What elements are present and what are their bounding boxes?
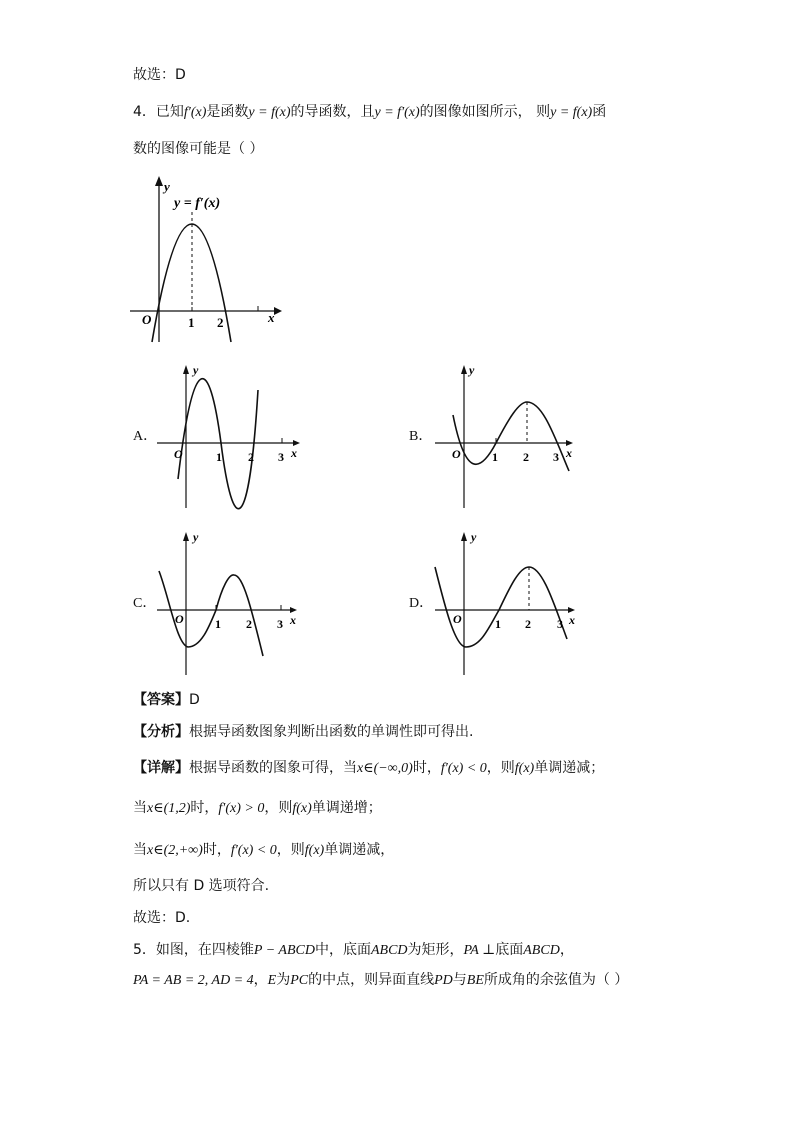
detail-l1d: ，则 bbox=[486, 760, 515, 776]
option-b-curve bbox=[453, 402, 569, 471]
detail-l1a: 根据导函数的图象可得，当 bbox=[189, 760, 357, 776]
option-a-y-label: y bbox=[193, 363, 199, 377]
q5-l1g: ABCD bbox=[523, 943, 560, 958]
option-d-label[interactable]: D． bbox=[409, 596, 434, 611]
option-c-origin: O bbox=[175, 612, 184, 626]
option-a-x-label: x bbox=[291, 446, 297, 460]
option-b-x-label: x bbox=[566, 446, 572, 460]
detail-l2a: 当 bbox=[133, 800, 147, 816]
option-a-curve bbox=[178, 379, 258, 509]
detail-l3c: f′(x) < 0 bbox=[230, 843, 277, 858]
q5-l1a: 5．如图，在四棱锥 bbox=[133, 942, 254, 958]
option-d-origin: O bbox=[453, 612, 462, 626]
question-number: 4． bbox=[133, 104, 156, 120]
option-b-tick-3: 3 bbox=[553, 450, 559, 464]
q5-l1d: 为矩形， bbox=[407, 942, 464, 958]
option-c-tick-3: 3 bbox=[277, 617, 283, 631]
detail-l3f: 单调递减， bbox=[324, 842, 395, 858]
question-5-line-2 bbox=[133, 970, 628, 991]
y-axis-arrow bbox=[155, 176, 163, 186]
q5-l1f: 底面 bbox=[495, 942, 524, 958]
q5-l2b: E bbox=[267, 973, 277, 988]
q5-l1b: 中，底面 bbox=[314, 942, 371, 958]
answer-value: D bbox=[189, 692, 200, 708]
q4-text-a: 已知 bbox=[155, 104, 184, 120]
option-d-x-label: x bbox=[569, 613, 575, 627]
option-a-tick-2: 2 bbox=[248, 450, 254, 464]
detail-l2e: f(x) bbox=[292, 801, 312, 816]
option-a-origin: O bbox=[174, 447, 183, 461]
q4-eq3: y = f(x) bbox=[550, 105, 593, 120]
option-b-tick-2: 2 bbox=[523, 450, 529, 464]
detail-tag: 【详解】 bbox=[133, 760, 189, 776]
detail-l1m: x∈(−∞,0) bbox=[357, 761, 413, 776]
option-a-tick-3: 3 bbox=[278, 450, 284, 464]
curve-label: y = f′(x) bbox=[174, 196, 221, 211]
question-4-line-1 bbox=[133, 102, 606, 123]
detail-l2f: 单调递增； bbox=[311, 800, 382, 816]
q5-l2g: 与 bbox=[452, 972, 467, 988]
detail-l2b: 时， bbox=[190, 800, 219, 816]
q5-l2d: PC bbox=[290, 973, 309, 988]
option-d-tick-2: 2 bbox=[525, 617, 531, 631]
detail-line-1 bbox=[133, 758, 604, 779]
option-a-label[interactable]: A． bbox=[133, 429, 158, 444]
option-c-graph[interactable] bbox=[155, 527, 305, 677]
option-a-tick-1: 1 bbox=[216, 450, 222, 464]
detail-l3e: f(x) bbox=[304, 843, 325, 858]
detail-l2c: f′(x) > 0 bbox=[218, 801, 265, 816]
question-5-line-1 bbox=[133, 940, 574, 961]
question-4-line-2: 数的图像可能是（ ） bbox=[133, 141, 264, 157]
tick-1: 1 bbox=[188, 315, 195, 330]
detail-l3b: 时， bbox=[202, 842, 231, 858]
answer-tag: 【答案】 bbox=[133, 692, 189, 708]
option-d-y-label: y bbox=[471, 530, 477, 544]
analysis-line bbox=[133, 722, 473, 742]
detail-l1f: 单调递减； bbox=[534, 760, 605, 776]
q5-l2e: 的中点，则异面直线 bbox=[308, 972, 435, 988]
q5-l2a: ， bbox=[253, 972, 268, 988]
option-b-y-label: y bbox=[469, 363, 475, 377]
previous-answer: 故选：D bbox=[133, 67, 186, 83]
q4-fprime: f′(x) bbox=[183, 105, 207, 120]
detail-l1c: f′(x) < 0 bbox=[440, 761, 487, 776]
answer-line bbox=[133, 690, 200, 710]
option-c-x-label: x bbox=[290, 613, 296, 627]
q4-text-e: 函 bbox=[592, 104, 607, 120]
detail-l1b: 时， bbox=[412, 760, 441, 776]
option-b-graph[interactable] bbox=[433, 360, 583, 510]
q4-text-b: 是函数 bbox=[206, 104, 249, 120]
q5-l1m: P − ABCD bbox=[253, 943, 315, 958]
detail-line-3 bbox=[133, 840, 394, 861]
y-label: y bbox=[164, 179, 170, 194]
option-b-origin: O bbox=[452, 447, 461, 461]
option-b-label[interactable]: B． bbox=[409, 429, 433, 444]
q5-l2f: PD bbox=[434, 973, 453, 988]
derivative-graph bbox=[128, 172, 288, 347]
detail-line-5: 故选：D. bbox=[133, 910, 191, 926]
detail-l2m: x∈(1,2) bbox=[147, 801, 191, 816]
q4-text-d: 的图像如图所示， 则 bbox=[419, 104, 551, 120]
option-c-tick-1: 1 bbox=[215, 617, 221, 631]
q4-text-c: 的导函数，且 bbox=[290, 104, 375, 120]
option-d-tick-3: 3 bbox=[557, 617, 563, 631]
option-c-y-label: y bbox=[193, 530, 199, 544]
q5-l1c: ABCD bbox=[370, 943, 408, 958]
x-axis-arrow bbox=[274, 307, 282, 315]
q5-l2m: PA = AB = 2, AD = 4 bbox=[133, 973, 254, 988]
option-d-graph[interactable] bbox=[433, 527, 583, 677]
detail-l2d: ，则 bbox=[264, 800, 293, 816]
q4-eq2: y = f′(x) bbox=[374, 105, 420, 120]
detail-line-4: 所以只有 D 选项符合. bbox=[133, 878, 270, 894]
q5-l2c: 为 bbox=[276, 972, 291, 988]
tick-2: 2 bbox=[217, 315, 224, 330]
origin-label: O bbox=[142, 312, 152, 327]
detail-l3m: x∈(2,+∞) bbox=[147, 843, 203, 858]
x-label: x bbox=[268, 310, 275, 325]
option-a-graph[interactable] bbox=[155, 360, 305, 510]
option-c-tick-2: 2 bbox=[246, 617, 252, 631]
option-c-label[interactable]: C． bbox=[133, 596, 157, 611]
option-d-tick-1: 1 bbox=[495, 617, 501, 631]
q5-l1h: ， bbox=[559, 942, 574, 958]
analysis-text: 根据导函数图象判断出函数的单调性即可得出. bbox=[189, 724, 474, 740]
detail-l3d: ，则 bbox=[276, 842, 305, 858]
detail-l1e: f(x) bbox=[514, 761, 535, 776]
option-b-tick-1: 1 bbox=[492, 450, 498, 464]
q5-l2h: BE bbox=[466, 973, 484, 988]
option-d-curve bbox=[435, 567, 567, 647]
detail-line-2 bbox=[133, 798, 382, 819]
q4-eq1: y = f(x) bbox=[248, 105, 291, 120]
q5-l2i: 所成角的余弦值为（ ） bbox=[483, 972, 629, 988]
detail-l3a: 当 bbox=[133, 842, 147, 858]
analysis-tag: 【分析】 bbox=[133, 724, 189, 740]
q5-l1e: PA ⊥ bbox=[463, 943, 496, 958]
